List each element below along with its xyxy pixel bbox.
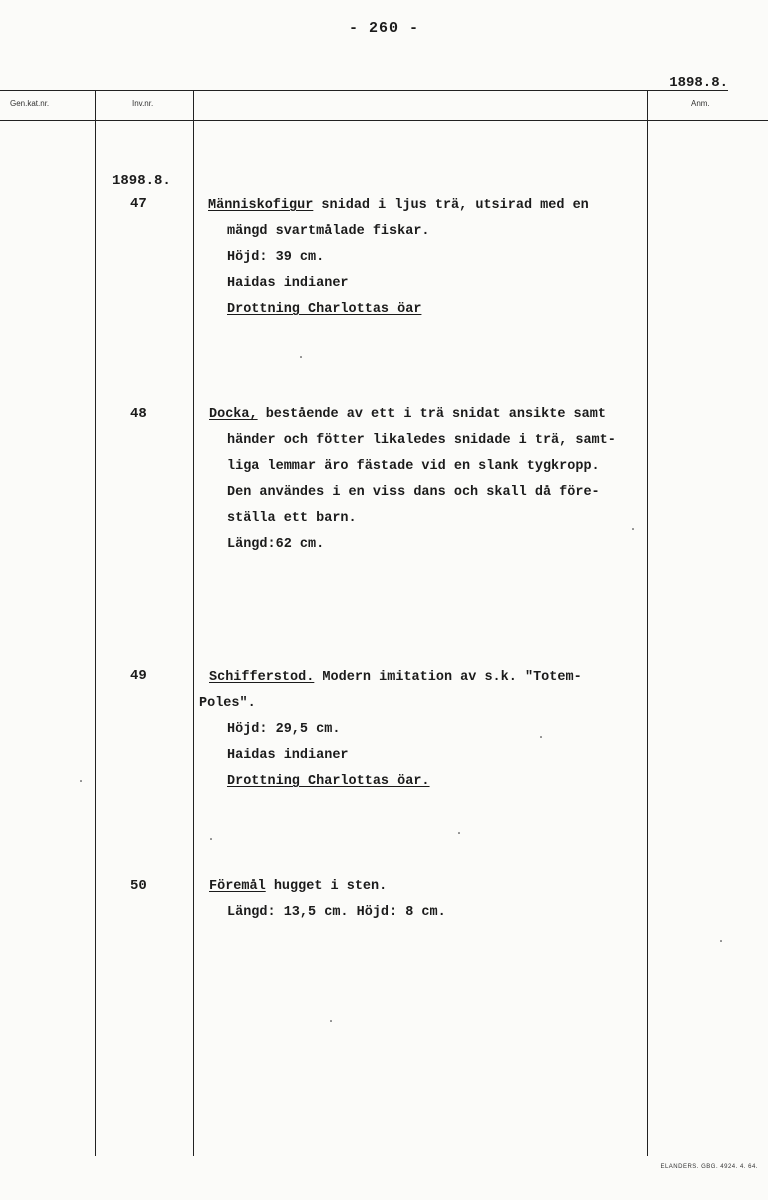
entry-line: Höjd: 29,5 cm. bbox=[227, 722, 341, 737]
scan-speck bbox=[720, 940, 722, 942]
entry-term: Människofigur bbox=[208, 198, 314, 213]
column-divider-gen-inv bbox=[95, 90, 96, 1156]
scan-speck bbox=[540, 736, 542, 738]
entry-term: Docka, bbox=[209, 407, 258, 422]
entry-line: Schifferstod. Modern imitation av s.k. "Totem- bbox=[209, 670, 582, 685]
scan-speck bbox=[330, 1020, 332, 1022]
scan-speck bbox=[300, 356, 302, 358]
entry-line bbox=[227, 302, 421, 317]
header-rule-bottom bbox=[0, 120, 768, 121]
column-divider-desc-anm bbox=[647, 90, 648, 1156]
entry-location: Drottning Charlottas öar. bbox=[227, 774, 430, 789]
inventory-number: 50 bbox=[130, 878, 147, 894]
entry-line: Haidas indianer bbox=[227, 748, 349, 763]
entry-location: Drottning Charlottas öar bbox=[227, 302, 422, 317]
entry-term: Föremål bbox=[209, 879, 266, 894]
entry-line: Människofigur snidad i ljus trä, utsirad med en bbox=[208, 198, 589, 213]
entry-line: Den användes i en viss dans och skall då före- bbox=[227, 485, 600, 500]
scan-speck bbox=[210, 838, 212, 840]
column-header-anm: Anm. bbox=[691, 99, 710, 108]
entry-line: Poles". bbox=[199, 696, 256, 711]
entry-line: Höjd: 39 cm. bbox=[227, 250, 325, 265]
entry-term: Schifferstod. bbox=[209, 670, 315, 685]
scan-speck bbox=[458, 832, 460, 834]
entry-line: Docka, bestående av ett i trä snidat ansikte samt bbox=[209, 407, 606, 422]
entry-line: mängd svartmålade fiskar. bbox=[227, 224, 430, 239]
entry-line: Längd: 13,5 cm. Höjd: 8 cm. bbox=[227, 905, 446, 920]
scan-speck bbox=[632, 528, 634, 530]
year-label: 1898.8. bbox=[112, 173, 171, 189]
entry-line: Haidas indianer bbox=[227, 276, 349, 291]
inventory-number: 49 bbox=[130, 668, 147, 684]
entry-line: Längd:62 cm. bbox=[227, 537, 325, 552]
column-header-gen-kat: Gen.kat.nr. bbox=[10, 99, 50, 108]
entry-line: liga lemmar äro fästade vid en slank tygkropp. bbox=[227, 459, 600, 474]
inventory-number: 47 bbox=[130, 196, 147, 212]
column-divider-inv-desc bbox=[193, 90, 194, 1156]
column-header-inv: Inv.nr. bbox=[132, 99, 154, 108]
entry-line bbox=[227, 774, 430, 789]
inventory-number: 48 bbox=[130, 406, 147, 422]
entry-line: händer och fötter likaledes snidade i trä, samt- bbox=[227, 433, 616, 448]
entry-line: Föremål hugget i sten. bbox=[209, 879, 388, 894]
scan-speck bbox=[80, 780, 82, 782]
printer-mark: ELANDERS. GBG. 4924. 4. 64. bbox=[660, 1164, 758, 1170]
header-reference: 1898.8. bbox=[669, 75, 728, 91]
page-number: - 260 - bbox=[348, 20, 419, 37]
header-rule-top bbox=[0, 90, 728, 91]
entry-line: ställa ett barn. bbox=[227, 511, 357, 526]
